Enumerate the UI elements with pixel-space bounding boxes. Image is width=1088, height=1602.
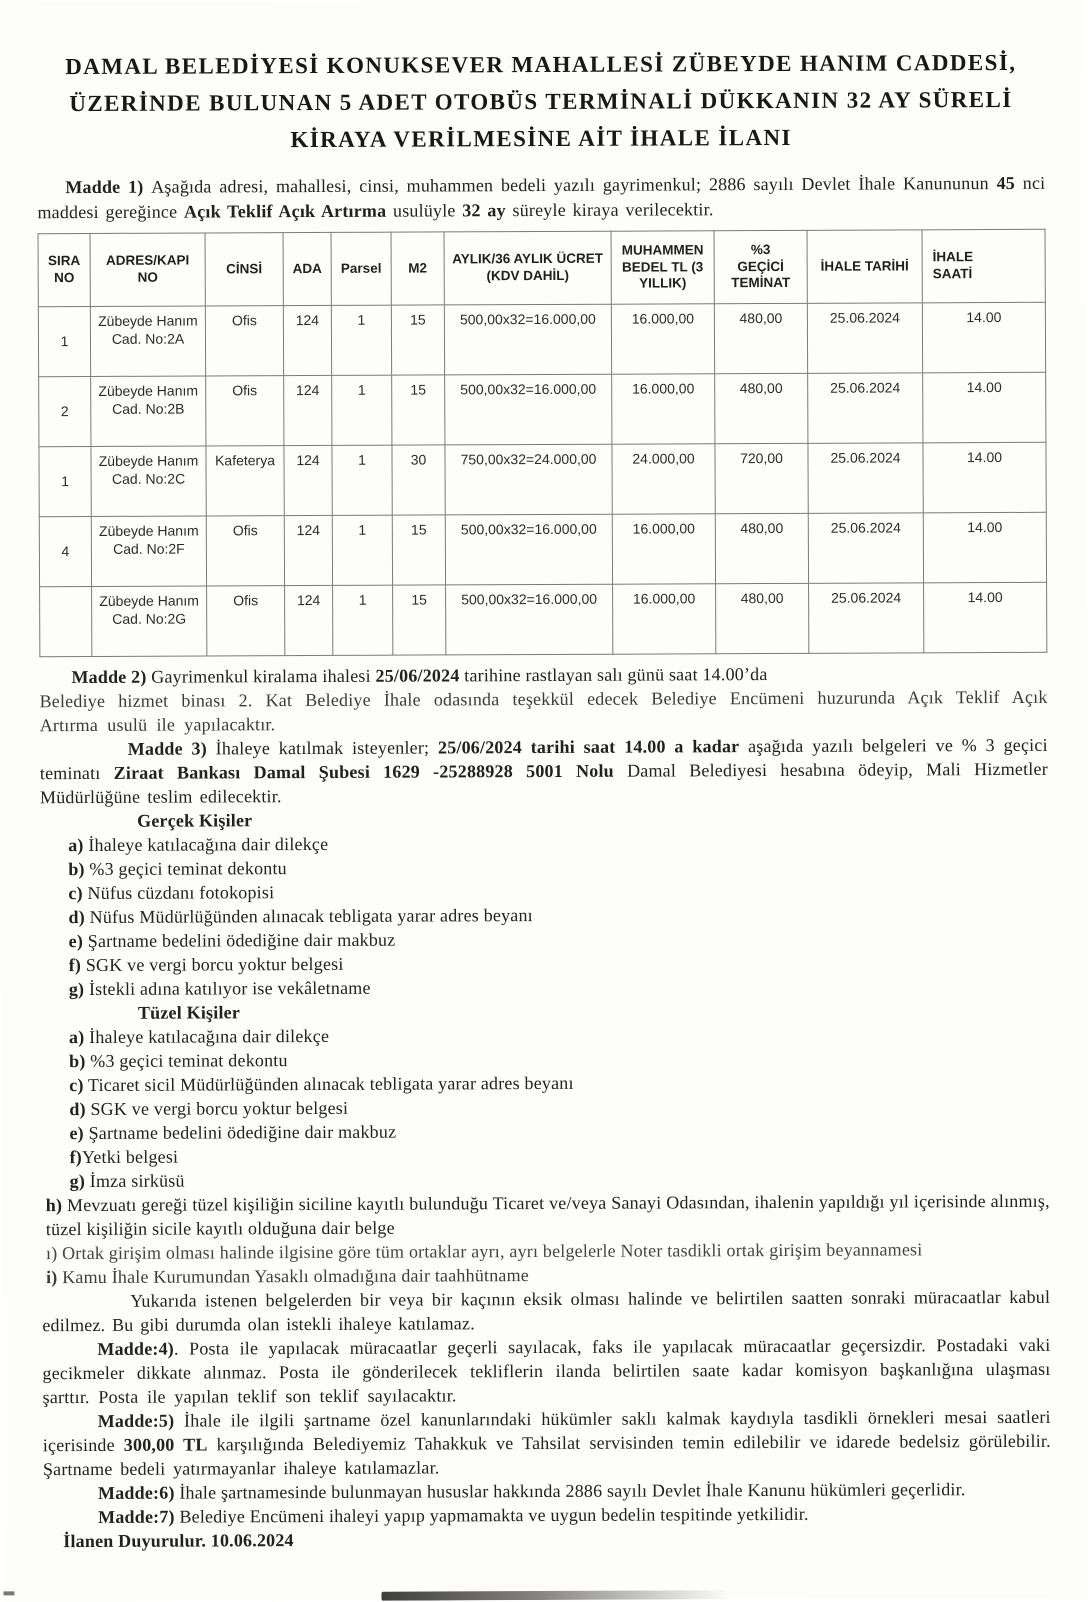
text-run: 25/06/2024 tarihi saat 14.00 a kadar <box>437 736 740 758</box>
text-run: İstekli adına katılıyor ise vekâletname <box>84 977 371 1000</box>
table-cell: Zübeyde Hanım Cad. No:2A <box>90 306 205 377</box>
table-cell: Ofis <box>207 586 285 656</box>
text-run: 32 ay <box>462 200 506 221</box>
text-run: d) <box>69 1099 86 1120</box>
text-run: 25/06/2024 <box>375 665 460 686</box>
table-cell: 14.00 <box>924 582 1047 653</box>
text-run: tarihine rastlayan salı günü saat 14.00’da <box>459 664 768 686</box>
table-cell: Ofis <box>206 516 284 586</box>
text-run: Madde 3) <box>127 738 207 759</box>
text-run: nci maddesi gereğince <box>37 172 1046 223</box>
table-row <box>38 302 1045 376</box>
table-cell: 2 <box>39 376 91 446</box>
table-cell: 25.06.2024 <box>808 443 923 514</box>
text-run: ı) <box>45 1243 58 1264</box>
table-cell: 4 <box>39 516 91 586</box>
column-header: SIRA NO <box>38 233 90 306</box>
text-run: Belediye hizmet binası 2. Kat Belediye İhale odasında teşekkül edecek Belediye Encümeni huzurunda Açık Teklif Açık Artırma usulü ile yapılacaktır. <box>39 686 1048 736</box>
title-line-2: ÜZERİNDE BULUNAN 5 ADET OTOBÜS TERMİNALİ DÜKKANIN 32 AY SÜRELİ <box>69 86 1013 117</box>
intro-flow <box>37 171 1045 225</box>
text-run: h) <box>45 1195 63 1216</box>
table-cell: 1 <box>332 515 392 585</box>
text-run: f) <box>68 955 82 976</box>
text-run: Kamu İhale Kurumundan Yasaklı olmadığına dair taahhütname <box>57 1265 530 1288</box>
table-cell: 480,00 <box>715 373 808 443</box>
text-run: g) <box>68 979 85 1000</box>
paragraph-tuzel-h <box>42 1189 1050 1241</box>
text-run: İhaleye katılmak isteyenler; <box>206 737 439 759</box>
column-header: MUHAMMEN BEDEL TL (3 YILLIK) <box>611 231 714 304</box>
table-cell: 15 <box>392 515 445 585</box>
text-run: Gayrimenkul kiralama ihalesi <box>146 665 376 687</box>
table-cell: 500,00x32=16.000,00 <box>446 584 613 655</box>
table-cell: 25.06.2024 <box>808 373 923 444</box>
table-cell: 14.00 <box>922 302 1045 373</box>
table-cell: Zübeyde Hanım Cad. No:2C <box>91 446 206 517</box>
column-header: İHALE TARİHİ <box>807 230 922 304</box>
table-cell: 14.00 <box>923 442 1046 513</box>
text-run: İlanen Duyurulur. 10.06.2024 <box>63 1530 294 1552</box>
text-run: Madde:6) <box>97 1482 175 1503</box>
text-run: d) <box>68 907 85 928</box>
paragraph-madde-6 <box>43 1477 1051 1505</box>
paragraph-madde-4 <box>42 1333 1050 1409</box>
table-cell: 720,00 <box>715 443 808 513</box>
scan-artifact-bar <box>381 1590 729 1601</box>
text-run: Tüzel Kişiler <box>137 1002 241 1023</box>
table-cell: 1 <box>38 306 90 376</box>
text-run: 45 <box>996 172 1016 194</box>
column-header: İHALE SAATİ <box>922 229 1045 303</box>
table-cell: 750,00x32=24.000,00 <box>445 444 612 515</box>
table-row <box>39 372 1046 446</box>
text-run: e) <box>69 1123 84 1144</box>
table-cell: Zübeyde Hanım Cad. No:2B <box>91 376 206 447</box>
text-run: SGK ve vergi borcu yoktur belgesi <box>81 953 344 976</box>
text-run: Madde:7) <box>98 1506 175 1527</box>
table-cell: 1 <box>333 585 393 655</box>
table-cell: 124 <box>283 305 331 375</box>
paragraph-madde-3 <box>40 733 1048 809</box>
column-header: ADRES/KAPI NO <box>90 233 205 307</box>
text-run: . Posta ile yapılacak müracaatlar geçerli sayılacak, faks ile yapılacak müracaatlar geçersizdir. Postadaki vaki gecikmeler dikkate alınmaz. Posta ile gönderilecek tekliflerin ilanda belirtilen saate kadar komisyon başkanlığına ulaşması şarttır. Posta ile yapılan teklif son teklif sayılacaktır. <box>42 1334 1051 1408</box>
column-header: %3 GEÇİCİ TEMİNAT <box>714 230 807 303</box>
text-run: Ticaret sicil Müdürlüğünden alınacak tebligata yarar adres beyanı <box>83 1072 574 1096</box>
table-cell: 500,00x32=16.000,00 <box>445 514 612 585</box>
scan-artifact-mark <box>3 1591 14 1595</box>
text-run: a) <box>68 1027 85 1048</box>
paragraph-ilanen <box>43 1525 1051 1553</box>
column-header: M2 <box>391 232 444 305</box>
text-run: İhaleye katılacağına dair dilekçe <box>84 1025 330 1048</box>
table-cell: 15 <box>393 585 446 655</box>
text-run: Madde 1) <box>65 176 152 198</box>
table-cell: Ofis <box>206 376 284 446</box>
text-run: Madde:5) <box>97 1410 175 1431</box>
table-cell: 16.000,00 <box>611 304 714 374</box>
text-run: Nüfus cüzdanı fotokopisi <box>82 882 275 904</box>
text-run: SGK ve vergi borcu yoktur belgesi <box>85 1097 349 1120</box>
text-run: Yetki belgesi <box>81 1146 179 1168</box>
table-cell: 480,00 <box>714 303 807 373</box>
text-run: %3 geçici teminat dekontu <box>85 1050 288 1072</box>
table-cell: 15 <box>392 375 445 445</box>
table-body <box>38 302 1047 656</box>
title-line-3: KİRAYA VERİLMESİNE AİT İHALE İLANI <box>290 124 792 153</box>
text-run: c) <box>68 883 83 904</box>
table-cell: Zübeyde Hanım Cad. No:2F <box>91 516 206 587</box>
text-run: Ortak girişim olması halinde ilgisine göre tüm ortaklar ayrı, ayrı belgelerle Noter tasdikli ortak girişim beyannamesi <box>57 1239 923 1264</box>
paragraph-madde-5 <box>43 1405 1051 1481</box>
table-cell: 124 <box>284 515 332 585</box>
text-run: c) <box>69 1075 84 1096</box>
table-header-row <box>38 229 1045 306</box>
text-run: Madde 2) <box>71 666 147 688</box>
title-line-1: DAMAL BELEDİYESİ KONUKSEVER MAHALLESİ ZÜBEYDE HANIM CADDESİ, <box>65 49 1017 80</box>
table-cell: 480,00 <box>716 583 809 653</box>
column-header: CİNSİ <box>205 233 283 306</box>
column-header: Parsel <box>331 232 391 305</box>
text-run: Açık Teklif Açık Artırma <box>183 200 387 222</box>
table-cell: 16.000,00 <box>612 374 715 444</box>
text-run: İhale ile ilgili şartname özel kanunlarındaki hükümler saklı kalmak kaydıyla tasdikli örnekleri mesai saatleri içerisinde <box>42 1406 1051 1456</box>
text-run: 300,00 TL <box>123 1434 208 1455</box>
text-run: Madde:4) <box>97 1338 175 1359</box>
text-run: Gerçek Kişiler <box>137 810 253 831</box>
table-cell: Zübeyde Hanım Cad. No:2G <box>92 586 207 657</box>
text-run: i) <box>46 1267 58 1288</box>
table-cell: 15 <box>391 305 444 375</box>
text-run: Ziraat Bankası Damal Şubesi 1629 -25288928 5001 Nolu <box>113 760 614 783</box>
table-cell: 14.00 <box>923 512 1046 583</box>
tender-lots-table <box>38 229 1048 657</box>
table-cell: 25.06.2024 <box>808 513 923 584</box>
table-cell: 1 <box>331 305 391 375</box>
text-run: g) <box>69 1171 86 1192</box>
text-run: aşağıda yazılı belgeleri ve % 3 geçici teminatı <box>39 734 1048 784</box>
table-cell <box>40 586 92 656</box>
table-row <box>39 512 1046 586</box>
table-cell: 480,00 <box>715 513 808 583</box>
text-run: e) <box>68 931 84 952</box>
table-cell: 124 <box>284 375 332 445</box>
table-row <box>40 582 1047 656</box>
paragraph-madde-2-devam <box>40 685 1048 737</box>
text-run: Belediye Encümeni ihaleyi yapıp yapmamakta ve uygun bedelin tespitinde yetkilidir. <box>174 1503 809 1527</box>
table-cell: 1 <box>332 375 392 445</box>
column-header: AYLIK/36 AYLIK ÜCRET (KDV DAHİL) <box>444 231 611 305</box>
text-run: f) <box>69 1147 82 1168</box>
table-cell: 1 <box>332 445 392 515</box>
document-flow <box>39 661 1051 1553</box>
text-run: İhaleye katılacağına dair dilekçe <box>83 833 329 856</box>
table-cell: 500,00x32=16.000,00 <box>444 304 611 375</box>
table-cell: 24.000,00 <box>612 444 715 514</box>
text-run: usulüyle <box>386 200 463 221</box>
text-run: %3 geçici teminat dekontu <box>84 858 287 880</box>
text-run: Mevzuatı gereği tüzel kişiliğin siciline kayıtlı bulunduğu Ticaret ve/veya Sanayi Odasından, ihalenin yapıldığı yıl içerisinde alınmış, tüzel kişiliğin sicile kayıtlı olduğuna dair belge <box>45 1190 1050 1240</box>
text-run: süreyle kiraya verilecektir. <box>505 199 714 221</box>
paragraph-uyari <box>42 1285 1050 1337</box>
table-cell: Kafeterya <box>206 446 284 516</box>
column-header: ADA <box>283 232 331 305</box>
table-cell: 16.000,00 <box>613 584 716 654</box>
text-run: a) <box>68 835 84 856</box>
text-run: b) <box>69 1051 86 1072</box>
text-run: Şartname bedelini ödediğine dair makbuz <box>82 929 396 952</box>
table-cell: 16.000,00 <box>612 514 715 584</box>
paragraph-madde-1 <box>37 171 1045 225</box>
text-run: İhale şartnamesinde bulunmayan hususlar hakkında 2886 sayılı Devlet İhale Kanunu hükümleri geçerlidir. <box>174 1479 966 1503</box>
paragraph-tuzel-i1 <box>42 1237 1050 1265</box>
text-run: Şartname bedelini ödediğine dair makbuz <box>83 1121 397 1144</box>
text-run: İmza sirküsü <box>85 1170 185 1192</box>
text-run: Damal Belediyesi hesabına ödeyip, Mali Hizmetler Müdürlüğüne teslim edilecektir. <box>39 758 1048 808</box>
text-run: Yukarıda istenen belgelerden bir veya bir kaçının eksik olması halinde ve belirtilen saatten sonraki müracaatlar kabul edilmez. Bu gibi durumda olan istekli ihaleye katılamaz. <box>42 1286 1051 1336</box>
table-cell: 500,00x32=16.000,00 <box>445 374 612 445</box>
table-cell: 25.06.2024 <box>807 303 922 374</box>
text-run: karşılığında Belediyemiz Tahakkuk ve Tahsilat servisinden temin edilebilir ve idarede bedelsiz görülebilir. Şartname bedeli yatırmayanlar ihaleye katılamazlar. <box>42 1430 1051 1480</box>
document-title <box>37 44 1045 159</box>
table-cell: 14.00 <box>923 372 1046 443</box>
table-cell: 1 <box>39 446 91 516</box>
table-row <box>39 442 1046 516</box>
text-run: b) <box>68 859 85 880</box>
table-cell: 124 <box>285 585 333 655</box>
table-cell: 25.06.2024 <box>809 583 924 654</box>
table-cell: Ofis <box>205 306 283 376</box>
table-cell: 124 <box>284 445 332 515</box>
table-cell: 30 <box>392 445 445 515</box>
text-run: Aşağıda adresi, mahallesi, cinsi, muhammen bedeli yazılı gayrimenkul; 2886 sayılı Devlet İhale Kanununun <box>151 173 997 197</box>
text-run: Nüfus Müdürlüğünden alınacak tebligata yarar adres beyanı <box>84 905 533 928</box>
